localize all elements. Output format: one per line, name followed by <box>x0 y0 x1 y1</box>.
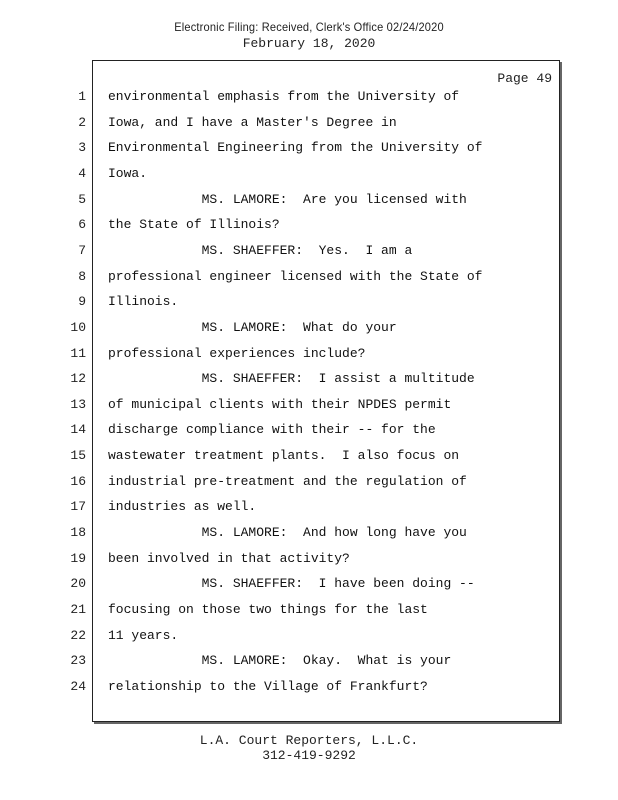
line-number: 6 <box>78 217 86 233</box>
line-number: 12 <box>70 371 86 387</box>
line-text: MS. SHAEFFER: I assist a multitude <box>108 371 475 387</box>
line-number: 21 <box>70 602 86 617</box>
line-number: 22 <box>70 627 86 643</box>
line-text: 11 years. <box>108 627 179 643</box>
line-number: 10 <box>70 319 86 335</box>
line-text: professional experiences include? <box>108 345 366 361</box>
transcript-line <box>0 140 618 162</box>
page-number: Page 49 <box>497 71 552 86</box>
line-number: 15 <box>70 448 86 464</box>
reporter-phone: 312-419-9292 <box>262 748 356 763</box>
line-number: 17 <box>70 499 86 515</box>
transcript-line <box>0 371 618 393</box>
transcript-line <box>0 422 618 444</box>
line-text: relationship to the Village of Frankfurt? <box>108 678 428 694</box>
transcript-line <box>0 192 618 214</box>
line-number: 16 <box>70 473 86 489</box>
line-number: 9 <box>78 294 86 310</box>
line-number: 11 <box>70 345 86 361</box>
transcript-line <box>0 576 618 598</box>
line-text: Illinois. <box>108 294 179 310</box>
line-number: 24 <box>70 678 86 694</box>
transcript-line <box>0 89 618 111</box>
line-text: industrial pre-treatment and the regulation of <box>108 473 467 489</box>
line-text: industries as well. <box>108 499 257 515</box>
line-text: MS. LAMORE: Okay. What is your <box>108 653 452 669</box>
transcript-line <box>0 551 618 573</box>
line-text: Environmental Engineering from the University of <box>108 140 483 156</box>
line-number: 2 <box>78 114 86 130</box>
line-number: 8 <box>78 268 86 284</box>
transcript-line <box>0 602 618 624</box>
line-text: Iowa, and I have a Master's Degree in <box>108 114 397 130</box>
line-number: 20 <box>70 576 86 592</box>
transcript-line <box>0 115 618 137</box>
line-text: MS. SHAEFFER: Yes. I am a <box>108 242 413 258</box>
line-text: focusing on those two things for the last <box>108 602 428 617</box>
filing-stamp: Electronic Filing: Received, Clerk's Office 02/24/2020 <box>174 20 444 34</box>
line-text: environmental emphasis from the University of <box>108 89 460 104</box>
transcript-line <box>0 269 618 291</box>
line-number: 4 <box>78 165 86 181</box>
line-number: 3 <box>78 140 86 156</box>
line-number: 18 <box>70 525 86 541</box>
transcript-line <box>0 320 618 342</box>
transcript-line <box>0 474 618 496</box>
line-number: 5 <box>78 191 86 207</box>
line-text: professional engineer licensed with the State of <box>108 268 483 284</box>
line-text: MS. SHAEFFER: I have been doing -- <box>108 576 475 592</box>
line-text: MS. LAMORE: And how long have you <box>108 525 467 541</box>
transcript-line <box>0 243 618 265</box>
line-text: discharge compliance with their -- for the <box>108 422 436 438</box>
reporter-company: L.A. Court Reporters, L.L.C. <box>199 733 419 748</box>
line-text: MS. LAMORE: Are you licensed with <box>108 191 467 207</box>
line-number: 7 <box>78 242 86 258</box>
transcript-line <box>0 217 618 239</box>
transcript-line <box>0 525 618 547</box>
transcript-line <box>0 653 618 675</box>
transcript-line <box>0 346 618 368</box>
transcript-line <box>0 679 618 701</box>
line-text: of municipal clients with their NPDES permit <box>108 396 452 412</box>
line-number: 13 <box>70 396 86 412</box>
transcript-line <box>0 166 618 188</box>
line-text: the State of Illinois? <box>108 217 280 233</box>
line-number: 23 <box>70 653 86 669</box>
transcript-line <box>0 499 618 521</box>
line-number: 19 <box>70 550 86 566</box>
line-number: 14 <box>70 422 86 438</box>
transcript-date: February 18, 2020 <box>242 36 376 51</box>
transcript-line <box>0 397 618 419</box>
line-text: MS. LAMORE: What do your <box>108 319 397 335</box>
transcript-line <box>0 628 618 650</box>
line-text: Iowa. <box>108 165 148 181</box>
transcript-line <box>0 294 618 316</box>
line-text: been involved in that activity? <box>108 550 350 566</box>
transcript-line <box>0 448 618 470</box>
line-number: 1 <box>78 89 86 104</box>
line-text: wastewater treatment plants. I also focus on <box>108 448 460 464</box>
